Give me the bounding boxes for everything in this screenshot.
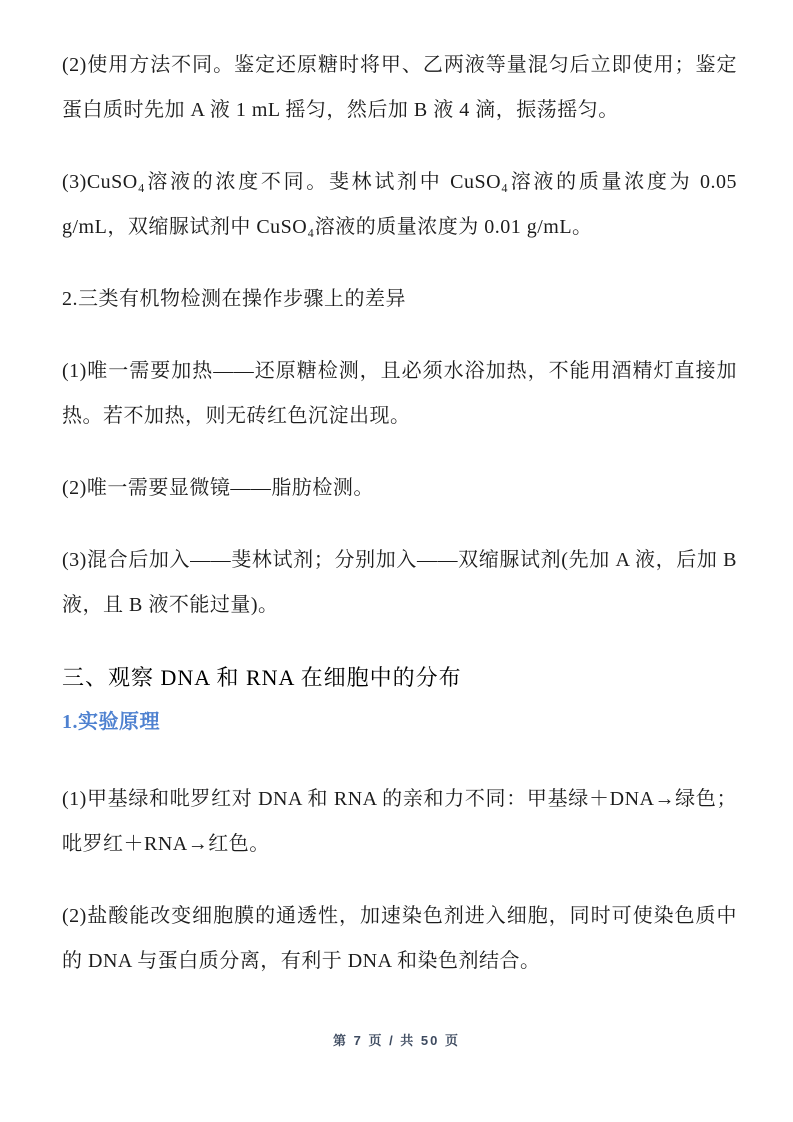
paragraph-heating-required: (1)唯一需要加热——还原糖检测，且必须水浴加热，不能用酒精灯直接加热。若不加热，则无砖红色沉淀出现。: [62, 360, 737, 427]
subheading-experiment-principle: 1.实验原理: [62, 711, 160, 733]
paragraph-hcl-function: (2)盐酸能改变细胞膜的通透性，加速染色剂进入细胞，同时可使染色质中的 DNA 与蛋白质分离，有利于 DNA 和染色剂结合。: [62, 905, 737, 972]
paragraph-cuso4-concentration: (3)CuSO₄溶液的浓度不同。斐林试剂中 CuSO₄溶液的质量浓度为 0.05 g/mL，双缩脲试剂中 CuSO₄溶液的质量浓度为 0.01 g/mL。: [62, 171, 737, 238]
page-number-footer: 第 7 页 / 共 50 页: [333, 1033, 460, 1048]
paragraph-mixing-order: (3)混合后加入——斐林试剂；分别加入——双缩脲试剂(先加 A 液，后加 B 液，且 B 液不能过量)。: [62, 549, 737, 616]
paragraph-usage-difference: (2)使用方法不同。鉴定还原糖时将甲、乙两液等量混匀后立即使用；鉴定蛋白质时先加 A 液 1 mL 摇匀，然后加 B 液 4 滴，振荡摇匀。: [62, 54, 737, 121]
paragraph-microscope-required: (2)唯一需要显微镜——脂肪检测。: [62, 477, 374, 499]
paragraph-dye-affinity: (1)甲基绿和吡罗红对 DNA 和 RNA 的亲和力不同：甲基绿＋DNA→绿色；吡罗红＋RNA→红色。: [62, 788, 737, 855]
numbered-section-title: 2.三类有机物检测在操作步骤上的差异: [62, 288, 406, 310]
section-heading-dna-rna: 三、观察 DNA 和 RNA 在细胞中的分布: [62, 665, 462, 690]
